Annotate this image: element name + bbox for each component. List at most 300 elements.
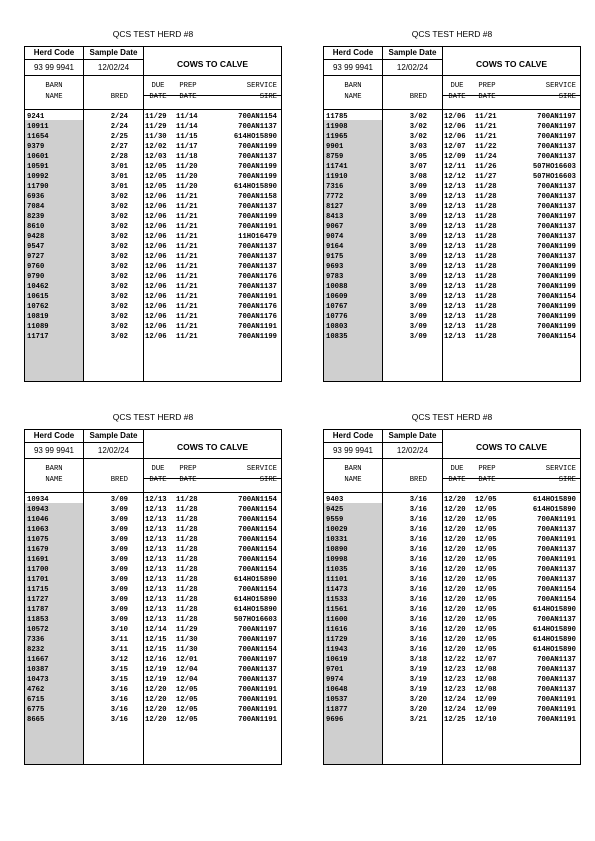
- table-row: [25, 272, 281, 282]
- prep-date-cell: 11/28: [176, 516, 198, 524]
- prep-date-cell: 11/21: [176, 263, 198, 271]
- bred-cell: 3/05: [409, 153, 427, 161]
- bred-cell: 3/02: [110, 213, 128, 221]
- due-date-cell: 12/13: [444, 293, 466, 301]
- table-row: [25, 252, 281, 262]
- table-row: [25, 635, 281, 645]
- prep-date-cell: 11/28: [475, 243, 497, 251]
- due-date-cell: 12/13: [145, 546, 167, 554]
- service-sire-cell: 700AN1154: [238, 526, 277, 534]
- service-sire-cell: 700AN1137: [537, 566, 576, 574]
- bred-cell: 3/02: [110, 333, 128, 341]
- service-sire-cell: 700AN1191: [537, 556, 576, 564]
- herd-code-label: Herd Code: [33, 431, 75, 440]
- divider: [25, 109, 281, 110]
- bred-cell: 3/16: [409, 526, 427, 534]
- due-date-cell: 12/05: [145, 173, 167, 181]
- service-sire-cell: 700AN1137: [537, 576, 576, 584]
- table-row: [25, 495, 281, 505]
- barn-name-cell: 10609: [326, 293, 348, 301]
- panel-frame: [323, 429, 581, 765]
- table-row: [324, 322, 580, 332]
- due-date-cell: 12/22: [444, 656, 466, 664]
- barn-name-cell: 6715: [27, 696, 45, 704]
- prep-date-cell: 12/09: [475, 696, 497, 704]
- bred-cell: 3/09: [409, 193, 427, 201]
- barn-name-cell: 11787: [27, 606, 49, 614]
- bred-cell: 3/09: [409, 183, 427, 191]
- barn-name-cell: 11679: [27, 546, 49, 554]
- bred-cell: 3/09: [409, 233, 427, 241]
- due-date-header: DUE DATE: [448, 465, 466, 484]
- table-row: [324, 272, 580, 282]
- barn-name-cell: 8413: [326, 213, 344, 221]
- due-date-cell: 12/23: [444, 666, 466, 674]
- prep-date-cell: 12/05: [176, 686, 198, 694]
- due-date-cell: 12/06: [444, 113, 466, 121]
- table-row: [324, 565, 580, 575]
- bred-cell: 3/02: [110, 293, 128, 301]
- bred-cell: 3/02: [110, 303, 128, 311]
- divider: [324, 458, 580, 459]
- service-sire-cell: 700AN1199: [537, 273, 576, 281]
- due-date-cell: 12/06: [145, 253, 167, 261]
- bred-header: BRED: [409, 476, 427, 484]
- service-sire-cell: 700AN1154: [238, 546, 277, 554]
- sample-date-label: Sample Date: [89, 431, 138, 440]
- prep-date-cell: 12/05: [475, 626, 497, 634]
- service-sire-header: SERVICE SIRE: [545, 82, 576, 101]
- service-sire-cell: 700AN1191: [238, 716, 277, 724]
- service-sire-cell: 507HO16603: [532, 163, 576, 171]
- barn-name-cell: 11089: [27, 323, 49, 331]
- barn-name-cell: 11700: [27, 566, 49, 574]
- barn-name-cell: 8665: [27, 716, 45, 724]
- prep-date-cell: 12/05: [475, 526, 497, 534]
- bred-cell: 3/09: [409, 303, 427, 311]
- bred-cell: 2/24: [110, 113, 128, 121]
- table-row: [25, 525, 281, 535]
- barn-name-cell: 10615: [27, 293, 49, 301]
- service-sire-cell: 507HO16603: [233, 616, 277, 624]
- service-sire-cell: 700AN1191: [238, 223, 277, 231]
- due-date-header: DUE DATE: [448, 82, 466, 101]
- prep-date-cell: 11/21: [176, 223, 198, 231]
- barn-name-cell: 9547: [27, 243, 45, 251]
- divider: [324, 109, 580, 110]
- service-sire-cell: 614HO15890: [532, 646, 576, 654]
- service-sire-cell: 700AN1154: [238, 113, 277, 121]
- bred-cell: 3/09: [110, 506, 128, 514]
- prep-date-cell: 12/05: [475, 496, 497, 504]
- due-date-cell: 12/13: [444, 223, 466, 231]
- bred-cell: 3/09: [110, 566, 128, 574]
- prep-date-cell: 11/30: [176, 646, 198, 654]
- table-row: [25, 202, 281, 212]
- sample-date-value: 12/02/24: [97, 63, 130, 72]
- due-date-cell: 12/06: [145, 323, 167, 331]
- table-row: [324, 495, 580, 505]
- section-title: COWS TO CALVE: [476, 442, 547, 452]
- sample-date-label: Sample Date: [388, 431, 437, 440]
- table-row: [324, 635, 580, 645]
- due-date-cell: 12/07: [444, 143, 466, 151]
- service-sire-cell: 700AN1137: [537, 616, 576, 624]
- prep-date-header: PREP DATE: [179, 465, 197, 484]
- due-date-cell: 12/20: [444, 536, 466, 544]
- barn-name-cell: 7316: [326, 183, 344, 191]
- herd-code-value: 93 99 9941: [33, 63, 75, 72]
- prep-date-cell: 11/28: [475, 273, 497, 281]
- bred-cell: 2/28: [110, 153, 128, 161]
- due-date-cell: 12/06: [145, 243, 167, 251]
- bred-cell: 3/02: [110, 313, 128, 321]
- due-date-cell: 12/24: [444, 706, 466, 714]
- barn-name-cell: 10835: [326, 333, 348, 341]
- bred-cell: 3/09: [110, 576, 128, 584]
- service-sire-cell: 700AN1154: [238, 566, 277, 574]
- table-row: [324, 675, 580, 685]
- table-row: [25, 565, 281, 575]
- barn-name-cell: 4762: [27, 686, 45, 694]
- service-sire-cell: 700AN1137: [537, 253, 576, 261]
- barn-name-cell: 11046: [27, 516, 49, 524]
- bred-cell: 3/16: [409, 576, 427, 584]
- table-row: [324, 232, 580, 242]
- barn-name-cell: 9727: [27, 253, 45, 261]
- service-sire-cell: 700AN1199: [238, 213, 277, 221]
- barn-name-cell: 9783: [326, 273, 344, 281]
- prep-date-cell: 12/05: [475, 506, 497, 514]
- barn-name-cell: 9901: [326, 143, 344, 151]
- due-date-cell: 12/23: [444, 686, 466, 694]
- table-row: [324, 202, 580, 212]
- prep-date-cell: 12/05: [475, 556, 497, 564]
- service-sire-cell: 700AN1137: [238, 666, 277, 674]
- table-row: [324, 595, 580, 605]
- due-date-cell: 12/15: [145, 646, 167, 654]
- barn-name-cell: 11741: [326, 163, 348, 171]
- sample-date-value: 12/02/24: [396, 63, 429, 72]
- prep-date-cell: 11/28: [176, 526, 198, 534]
- due-date-cell: 12/06: [145, 293, 167, 301]
- due-date-cell: 11/29: [145, 113, 167, 121]
- barn-name-cell: 11717: [27, 333, 49, 341]
- bred-cell: 3/09: [110, 516, 128, 524]
- barn-name-cell: 11908: [326, 123, 348, 131]
- table-row: [324, 302, 580, 312]
- due-date-cell: 12/25: [444, 716, 466, 724]
- due-date-cell: 12/20: [444, 646, 466, 654]
- due-date-cell: 12/19: [145, 676, 167, 684]
- barn-name-cell: 11473: [326, 586, 348, 594]
- prep-date-cell: 12/05: [475, 616, 497, 624]
- table-row: [324, 312, 580, 322]
- prep-date-cell: 11/28: [176, 536, 198, 544]
- barn-name-cell: 11853: [27, 616, 49, 624]
- bred-cell: 3/02: [110, 233, 128, 241]
- bred-cell: 3/02: [110, 323, 128, 331]
- table-row: [25, 122, 281, 132]
- barn-name-cell: 9067: [326, 223, 344, 231]
- prep-date-cell: 11/24: [475, 153, 497, 161]
- barn-name-cell: 9559: [326, 516, 344, 524]
- table-row: [324, 282, 580, 292]
- due-date-cell: 12/06: [145, 223, 167, 231]
- table-row: [324, 535, 580, 545]
- table-row: [25, 675, 281, 685]
- calving-panel-3: [24, 412, 282, 781]
- barn-name-cell: 10462: [27, 283, 49, 291]
- due-date-cell: 12/06: [145, 233, 167, 241]
- barn-name-cell: 9403: [326, 496, 344, 504]
- prep-date-cell: 11/28: [475, 193, 497, 201]
- prep-date-cell: 11/28: [176, 556, 198, 564]
- barn-name-cell: 11790: [27, 183, 49, 191]
- divider: [324, 492, 580, 493]
- barn-name-cell: 9074: [326, 233, 344, 241]
- service-sire-cell: 700AN1197: [537, 113, 576, 121]
- prep-date-cell: 12/08: [475, 686, 497, 694]
- prep-date-cell: 11/28: [475, 323, 497, 331]
- barn-name-cell: 10998: [326, 556, 348, 564]
- bred-cell: 3/09: [409, 203, 427, 211]
- prep-date-cell: 11/28: [475, 283, 497, 291]
- barn-name-cell: 8127: [326, 203, 344, 211]
- due-date-cell: 12/13: [145, 566, 167, 574]
- due-date-cell: 12/20: [444, 526, 466, 534]
- bred-cell: 3/16: [409, 636, 427, 644]
- calving-panel-1: [24, 29, 282, 398]
- service-sire-cell: 700AN1199: [537, 243, 576, 251]
- prep-date-cell: 11/21: [176, 323, 198, 331]
- barn-name-cell: 9760: [27, 263, 45, 271]
- service-sire-cell: 700AN1154: [537, 586, 576, 594]
- barn-name-cell: 11667: [27, 656, 49, 664]
- table-row: [25, 112, 281, 122]
- service-sire-cell: 700AN1176: [238, 313, 277, 321]
- prep-date-cell: 11/18: [176, 153, 198, 161]
- prep-date-cell: 12/05: [176, 706, 198, 714]
- service-sire-cell: 700AN1137: [537, 676, 576, 684]
- service-sire-cell: 700AN1191: [238, 293, 277, 301]
- barn-name-cell: 10890: [326, 546, 348, 554]
- service-sire-cell: 700AN1154: [238, 536, 277, 544]
- service-sire-cell: 700AN1197: [238, 636, 277, 644]
- service-sire-cell: 700AN1137: [537, 143, 576, 151]
- table-row: [324, 142, 580, 152]
- barn-name-cell: 10619: [326, 656, 348, 664]
- table-row: [324, 162, 580, 172]
- service-sire-cell: 700AN1137: [238, 153, 277, 161]
- barn-name-cell: 11715: [27, 586, 49, 594]
- prep-date-cell: 11/28: [176, 576, 198, 584]
- prep-date-cell: 11/22: [475, 143, 497, 151]
- herd-code-value: 93 99 9941: [33, 446, 75, 455]
- prep-date-cell: 12/05: [475, 546, 497, 554]
- prep-date-cell: 12/09: [475, 706, 497, 714]
- prep-date-cell: 11/30: [176, 636, 198, 644]
- due-date-cell: 12/13: [145, 616, 167, 624]
- prep-date-cell: 11/26: [475, 163, 497, 171]
- service-sire-cell: 700AN1197: [537, 133, 576, 141]
- barn-name-cell: 10537: [326, 696, 348, 704]
- service-sire-cell: 700AN1191: [537, 716, 576, 724]
- table-row: [324, 685, 580, 695]
- table-row: [324, 292, 580, 302]
- prep-date-cell: 12/05: [176, 696, 198, 704]
- bred-cell: 3/18: [409, 656, 427, 664]
- service-sire-cell: 700AN1191: [238, 696, 277, 704]
- prep-date-cell: 11/29: [176, 626, 198, 634]
- table-row: [324, 242, 580, 252]
- barn-name-cell: 11727: [27, 596, 49, 604]
- barn-name-header: BARN NAME: [45, 465, 63, 484]
- service-sire-cell: 700AN1176: [238, 303, 277, 311]
- divider: [25, 59, 143, 60]
- due-date-cell: 12/12: [444, 173, 466, 181]
- due-date-cell: 12/20: [145, 686, 167, 694]
- service-sire-cell: 700AN1154: [537, 596, 576, 604]
- table-row: [324, 645, 580, 655]
- due-date-cell: 12/20: [145, 716, 167, 724]
- prep-date-cell: 12/05: [475, 596, 497, 604]
- service-sire-header: SERVICE SIRE: [545, 465, 576, 484]
- due-date-cell: 12/14: [145, 626, 167, 634]
- prep-date-cell: 11/28: [475, 303, 497, 311]
- bred-cell: 3/16: [409, 496, 427, 504]
- table-row: [25, 645, 281, 655]
- divider: [25, 492, 281, 493]
- bred-cell: 3/02: [409, 113, 427, 121]
- due-date-cell: 12/24: [444, 696, 466, 704]
- bred-cell: 3/20: [409, 696, 427, 704]
- service-sire-cell: 614HO15890: [532, 496, 576, 504]
- bred-cell: 3/16: [409, 566, 427, 574]
- barn-name-cell: 11101: [326, 576, 348, 584]
- bred-cell: 3/16: [409, 626, 427, 634]
- table-row: [324, 152, 580, 162]
- panel-frame: [24, 46, 282, 382]
- bred-cell: 3/20: [409, 706, 427, 714]
- table-row: [25, 292, 281, 302]
- prep-date-cell: 12/08: [475, 666, 497, 674]
- barn-name-cell: 8759: [326, 153, 344, 161]
- service-sire-cell: 700AN1154: [238, 556, 277, 564]
- bred-cell: 3/15: [110, 666, 128, 674]
- due-date-cell: 12/20: [444, 566, 466, 574]
- due-date-cell: 12/13: [145, 516, 167, 524]
- barn-name-cell: 11616: [326, 626, 348, 634]
- prep-date-cell: 11/28: [176, 546, 198, 554]
- bred-cell: 2/24: [110, 123, 128, 131]
- barn-name-cell: 11877: [326, 706, 348, 714]
- barn-name-cell: 11600: [326, 616, 348, 624]
- bred-cell: 3/09: [409, 243, 427, 251]
- table-row: [324, 695, 580, 705]
- prep-date-cell: 11/21: [176, 303, 198, 311]
- table-row: [25, 715, 281, 725]
- table-row: [25, 595, 281, 605]
- sample-date-label: Sample Date: [89, 48, 138, 57]
- table-row: [324, 505, 580, 515]
- due-date-cell: 12/13: [444, 203, 466, 211]
- table-row: [25, 322, 281, 332]
- bred-header: BRED: [110, 476, 128, 484]
- bred-cell: 3/10: [110, 626, 128, 634]
- prep-date-cell: 11/21: [176, 333, 198, 341]
- bred-cell: 3/02: [110, 273, 128, 281]
- barn-name-cell: 10387: [27, 666, 49, 674]
- prep-date-cell: 11/28: [176, 496, 198, 504]
- table-row: [324, 575, 580, 585]
- sample-date-value: 12/02/24: [97, 446, 130, 455]
- prep-date-cell: 12/05: [475, 516, 497, 524]
- due-date-cell: 12/06: [145, 203, 167, 211]
- due-date-cell: 12/13: [444, 183, 466, 191]
- bred-cell: 3/02: [110, 223, 128, 231]
- service-sire-cell: 700AN1191: [537, 696, 576, 704]
- prep-date-cell: 12/05: [475, 536, 497, 544]
- prep-date-cell: 11/21: [176, 313, 198, 321]
- divider: [324, 442, 442, 443]
- service-sire-cell: 700AN1191: [537, 516, 576, 524]
- barn-name-cell: 10767: [326, 303, 348, 311]
- service-sire-cell: 700AN1191: [238, 323, 277, 331]
- due-date-cell: 12/05: [145, 163, 167, 171]
- bred-cell: 3/02: [110, 243, 128, 251]
- due-date-cell: 12/02: [145, 143, 167, 151]
- bred-cell: 3/09: [110, 616, 128, 624]
- prep-date-cell: 11/28: [176, 596, 198, 604]
- divider: [25, 442, 143, 443]
- service-sire-cell: 700AN1199: [537, 263, 576, 271]
- service-sire-cell: 700AN1137: [537, 546, 576, 554]
- due-date-cell: 12/06: [444, 133, 466, 141]
- bred-cell: 3/09: [409, 293, 427, 301]
- bred-cell: 3/09: [409, 213, 427, 221]
- sample-date-label: Sample Date: [388, 48, 437, 57]
- table-row: [324, 192, 580, 202]
- barn-name-cell: 11943: [326, 646, 348, 654]
- prep-date-cell: 11/21: [176, 253, 198, 261]
- service-sire-cell: 700AN1137: [537, 183, 576, 191]
- due-date-cell: 12/06: [145, 213, 167, 221]
- table-row: [324, 112, 580, 122]
- service-sire-cell: 614HO15890: [233, 596, 277, 604]
- table-row: [324, 545, 580, 555]
- prep-date-cell: 12/05: [475, 636, 497, 644]
- due-date-cell: 12/13: [444, 273, 466, 281]
- service-sire-cell: 700AN1199: [537, 283, 576, 291]
- due-date-cell: 12/13: [145, 576, 167, 584]
- table-row: [324, 585, 580, 595]
- service-sire-cell: 700AN1199: [537, 313, 576, 321]
- bred-cell: 3/11: [110, 636, 128, 644]
- service-sire-cell: 614HO15890: [233, 606, 277, 614]
- due-date-cell: 12/13: [444, 323, 466, 331]
- prep-date-cell: 11/21: [475, 113, 497, 121]
- prep-date-cell: 11/21: [475, 123, 497, 131]
- barn-name-cell: 9241: [27, 113, 45, 121]
- prep-date-cell: 11/28: [176, 606, 198, 614]
- service-sire-header: SERVICE SIRE: [246, 82, 277, 101]
- barn-name-cell: 9693: [326, 263, 344, 271]
- table-row: [25, 242, 281, 252]
- barn-name-cell: 8239: [27, 213, 45, 221]
- table-row: [25, 515, 281, 525]
- service-sire-cell: 700AN1154: [238, 586, 277, 594]
